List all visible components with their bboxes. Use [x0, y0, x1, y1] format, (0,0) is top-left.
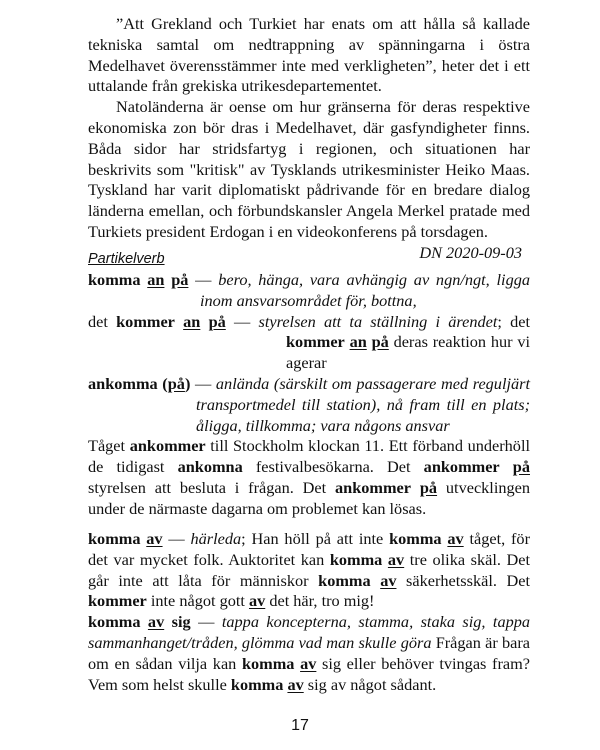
entry-term: ankomma — [88, 374, 158, 393]
example-text: till Stockholm klockan 11. Ett förband underhöll de tidigast — [88, 436, 530, 477]
entry-term: komma — [88, 612, 148, 632]
entry-body — [88, 529, 530, 612]
example-text: tåget, för det var mycket folk. Auktoritet kan — [88, 529, 530, 569]
dash: — — [162, 529, 191, 548]
particle-pa: på — [167, 374, 185, 393]
entry-headline — [88, 270, 530, 312]
dash: — — [225, 311, 259, 331]
example-text: ; Han höll på att inte — [241, 529, 390, 548]
example-verb: ankommer — [423, 457, 500, 477]
entry-komma-an-pa — [88, 270, 530, 374]
example-verb: komma — [318, 570, 381, 590]
example-text: det — [88, 311, 117, 331]
example-verb: kommer — [286, 332, 345, 352]
particle-av: av — [147, 612, 165, 632]
example-text: det här, tro mig! — [265, 591, 375, 611]
example-text: styrelsen att besluta i frågan. Det — [88, 477, 336, 497]
article-source: DN 2020-09-03 — [419, 242, 522, 262]
entry-komma-av-sig — [88, 612, 530, 695]
example-text: säkerhetsskäl. Det — [396, 570, 530, 590]
example-text: inte något gott — [146, 591, 249, 611]
section-heading — [88, 248, 530, 270]
particle-av: av — [380, 570, 397, 590]
entry-definition: härleda — [190, 529, 242, 548]
example-verb: komma — [329, 549, 388, 569]
example-verb: kommer — [88, 591, 147, 611]
paren: ( — [157, 374, 168, 393]
entry-term: sig — [164, 612, 191, 632]
particle-pa: på — [171, 270, 189, 289]
example-verb: komma — [230, 674, 288, 694]
particle-pa: på — [419, 477, 438, 497]
article-paragraph-1: ”Att Grekland och Turkiet har enats om att hålla så kallade tekniska samtal om nedtrappning av spänningarna i östra Medelhavet överensstämmer inte med verkligheten”, heter det i ett uttalande från grekiska utrikesdepartementet. — [88, 14, 530, 96]
particle-av: av — [387, 549, 405, 569]
example-text: festivalbesökarna. Det — [242, 457, 424, 477]
example-verb: ankomna — [177, 457, 243, 477]
particle-av: av — [300, 653, 317, 673]
space — [200, 312, 208, 331]
entry-headline — [88, 374, 530, 436]
dash: — — [190, 374, 216, 393]
paren: ) — [184, 374, 191, 393]
entry-example — [88, 312, 530, 374]
particle-av: av — [447, 529, 464, 548]
page-number: 17 — [291, 717, 309, 734]
particle-an: an — [349, 332, 367, 352]
entry-definition: anlända (särskilt om passagerare med reguljärt transportmedel till station), nå fram till en plats; åligga, tillkomma; vara någons ansvar — [196, 374, 530, 435]
particle-pa: på — [512, 457, 530, 477]
dash: — — [190, 612, 222, 632]
example-text: deras reaktion hur vi agerar — [286, 332, 530, 373]
example-verb: ankommer — [335, 477, 411, 497]
entry-definition: bero, hänga, vara avhängig av ngn/ngt, ligga inom ansvarsområdet för, bottna, — [200, 270, 530, 310]
particle-an: an — [183, 311, 201, 331]
entry-definition: tappa koncepterna, stamma, staka sig, tappa sammanhanget/tråden, glömma vad man skulle göra — [88, 612, 531, 652]
entry-term: komma — [88, 529, 147, 548]
example-verb: komma — [389, 529, 448, 548]
section-title: Partikelverb — [88, 251, 165, 267]
article-paragraph-2: Natoländerna är oense om hur gränserna för deras respektive ekonomiska zon bör dras i Medelhavet, där gasfyndigheter finns. Båda sidor har stridsfartyg i regionen, och situationen har beskrivits som "kritisk" av Tysklands utrikesminister Heiko Maas. Tyskland har varit diplomatiskt pådrivande för en bredare dialog länderna emellan, och förbundskansler Angela Merkel pratade med Turkiets president Erdogan i en videokonferens på torsdagen. — [88, 97, 530, 241]
example-text: tre olika skäl. Det går inte att låta för människor — [88, 549, 531, 590]
article-block — [88, 14, 530, 264]
example-verb: ankommer — [129, 436, 206, 456]
space — [411, 478, 420, 497]
particle-pa: på — [371, 332, 389, 352]
example-text: Tåget — [88, 436, 130, 456]
entry-ankomma — [88, 374, 530, 520]
particle-av: av — [287, 674, 304, 694]
particle-pa: på — [208, 311, 226, 331]
entry-komma-av — [88, 529, 530, 695]
example-verb: kommer — [116, 311, 175, 331]
example-text: Frågan är bara om en sådan vilja kan — [88, 632, 530, 673]
particle-av: av — [146, 529, 163, 548]
space — [175, 312, 183, 331]
particle-av: av — [248, 591, 266, 611]
example-text: utvecklingen under de närmaste dagarna om problemet kan lösas. — [88, 477, 531, 518]
entry-examples — [88, 436, 530, 519]
entry-term: komma — [88, 270, 148, 289]
dash: — — [188, 270, 219, 289]
example-verb: komma — [241, 653, 301, 673]
space — [500, 457, 513, 476]
example-text: ; det — [497, 311, 531, 331]
example-text: sig av något sådant. — [303, 674, 437, 694]
example-definition: styrelsen att ta ställning i ärendet — [258, 311, 498, 331]
example-text: sig eller behöver tvingas fram? Vem som helst skulle — [88, 653, 531, 694]
particle-an: an — [147, 270, 165, 289]
